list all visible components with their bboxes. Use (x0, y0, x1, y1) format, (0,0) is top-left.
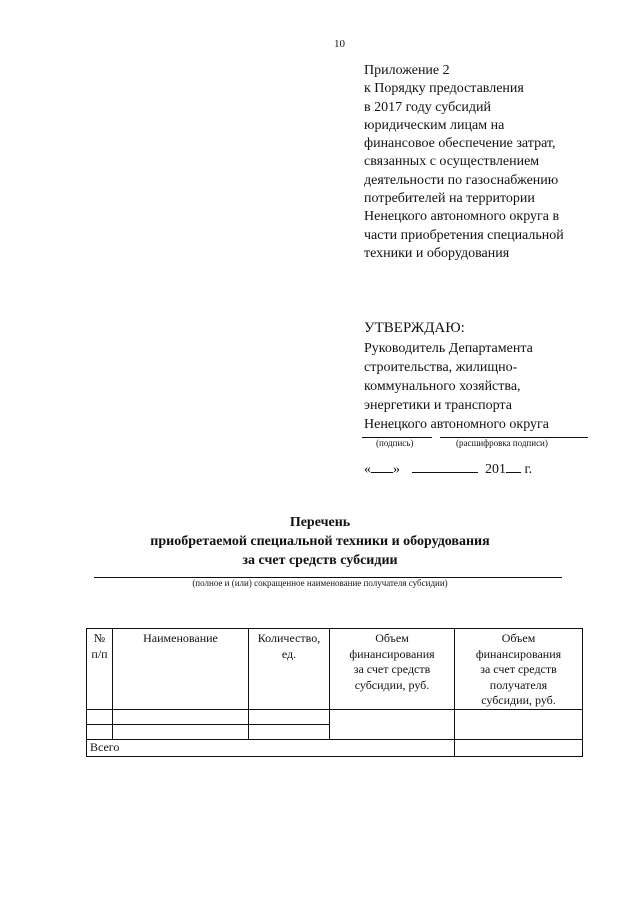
header-number (87, 629, 113, 710)
list-title-line: за счет средств субсидии (242, 553, 398, 568)
approval-block (364, 317, 604, 434)
table-row (87, 709, 583, 724)
appendix-line: деятельности по газоснабжению (364, 172, 559, 188)
header-number-line: п/п (91, 646, 108, 661)
table-total-row (87, 739, 583, 756)
header-funding-recipient-line: Объем (501, 631, 536, 645)
header-quantity-line: Количество, (257, 631, 321, 645)
day-blank[interactable] (371, 459, 393, 473)
header-name (113, 629, 249, 710)
list-title-line: Перечень (289, 515, 351, 530)
header-number-line: № (93, 631, 106, 645)
approval-line: энергетики и транспорта (364, 398, 512, 413)
header-name-text: Наименование (143, 631, 218, 645)
table-cell[interactable] (113, 724, 249, 739)
appendix-line: юридическим лицам на (364, 117, 505, 133)
appendix-line: Приложение 2 (364, 63, 450, 78)
appendix-line: Ненецкого автономного округа в (364, 209, 560, 225)
header-quantity-line: ед. (281, 646, 297, 661)
table-cell[interactable] (455, 709, 583, 739)
year-prefix: 201 (485, 462, 506, 477)
list-title-line: приобретаемой специальной техники и оборудования (150, 534, 490, 549)
header-funding-subsidy (330, 629, 455, 710)
page-number: 10 (334, 38, 345, 50)
appendix-reference (364, 62, 604, 263)
header-funding-recipient-line: субсидии, руб. (481, 693, 556, 708)
year-suffix: г. (524, 462, 533, 477)
header-funding-subsidy-line: субсидии, руб. (354, 677, 430, 692)
table-cell[interactable] (113, 709, 249, 724)
header-funding-recipient-line: финансирования (475, 646, 562, 661)
header-funding-subsidy-line: за счет средств (353, 662, 431, 677)
appendix-line: связанных с осуществлением (364, 154, 540, 170)
approval-line: коммунального хозяйства, (364, 379, 521, 394)
signature-caption: (подпись) (376, 438, 414, 448)
approval-line: строительства, жилищно- (364, 360, 518, 375)
table-cell[interactable] (330, 709, 455, 739)
total-cell[interactable] (455, 739, 583, 756)
month-blank[interactable] (412, 459, 478, 473)
date-open-quote: « (364, 462, 371, 477)
approval-line: Руководитель Департамента (364, 341, 533, 356)
approval-line: Ненецкого автономного округа (364, 417, 549, 432)
total-label: Всего (87, 739, 330, 756)
signature-decoding-caption: (расшифровка подписи) (456, 438, 548, 448)
date-close-quote: » (393, 462, 400, 477)
approval-heading: УТВЕРЖДАЮ: (364, 320, 465, 336)
table-cell[interactable] (87, 709, 113, 724)
equipment-table (86, 628, 583, 757)
appendix-line: потребителей на территории (364, 191, 535, 207)
appendix-line: техники и оборудования (364, 245, 510, 261)
header-funding-subsidy-line: финансирования (349, 646, 435, 661)
appendix-line: части приобретения специальной (364, 227, 564, 243)
table-header-row (87, 629, 583, 710)
header-funding-recipient-line: получателя (489, 677, 548, 692)
header-funding-recipient-line: за счет средств (480, 662, 557, 677)
header-funding-subsidy-line: Объем (375, 631, 409, 645)
total-cell[interactable] (330, 739, 455, 756)
header-funding-recipient (455, 629, 583, 710)
year-blank[interactable] (506, 459, 521, 473)
header-quantity (249, 629, 330, 710)
recipient-caption: (полное и (или) сокращенное наименование получателя субсидии) (192, 578, 448, 588)
approval-date (364, 459, 532, 478)
table-cell[interactable] (87, 724, 113, 739)
appendix-line: финансовое обеспечение затрат, (364, 136, 556, 152)
list-title (0, 513, 640, 570)
appendix-line: к Порядку предоставления (364, 81, 524, 97)
appendix-line: в 2017 году субсидий (364, 99, 492, 115)
table-cell[interactable] (249, 709, 330, 724)
table-cell[interactable] (249, 724, 330, 739)
